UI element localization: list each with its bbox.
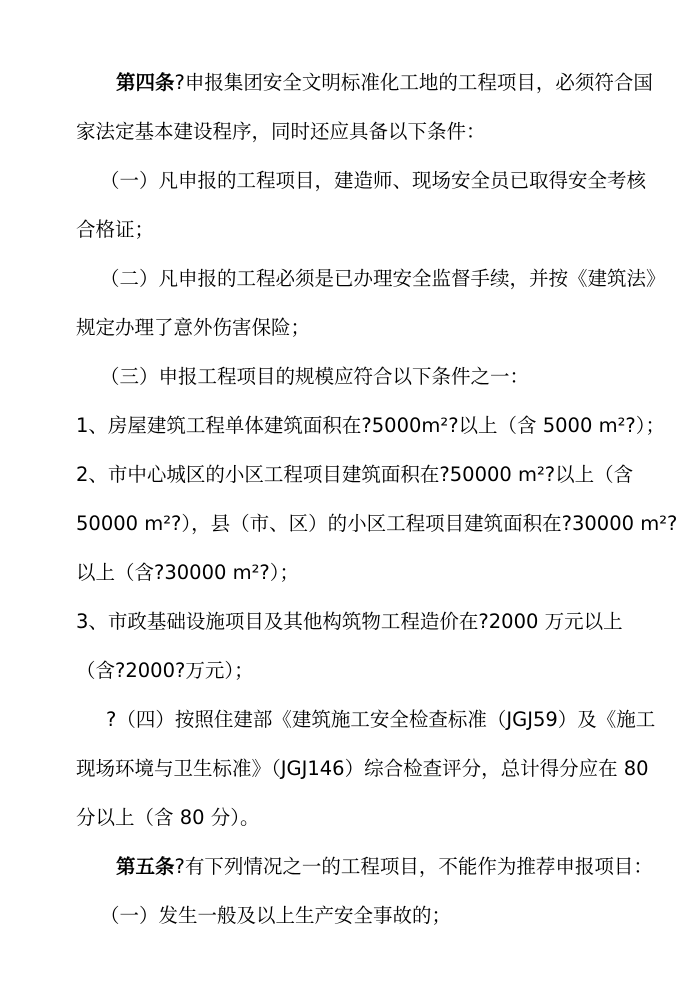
- condition-3-line-1: 3、市政基础设施项目及其他构筑物工程造价在?2000 万元以上: [76, 610, 623, 633]
- item-3-line-1: （三）申报工程项目的规模应符合以下条件之一：: [100, 365, 530, 388]
- item-4-line-2: 现场环境与卫生标准》（JGJ146）综合检查评分，总计得分应在 80: [76, 757, 649, 780]
- article-4-line-2: 家法定基本建设程序，同时还应具备以下条件：: [76, 120, 486, 143]
- item-1-line-2: 合格证；: [76, 218, 155, 241]
- article-4-heading: 第四条: [116, 71, 175, 94]
- item-1-line-1: （一）凡申报的工程项目，建造师、现场安全员已取得安全考核: [100, 169, 647, 192]
- article-4-text: ?申报集团安全文明标准化工地的工程项目，必须符合国: [174, 71, 653, 94]
- article-5-line-1: [116, 854, 653, 880]
- condition-3-line-2: （含?2000?万元）；: [76, 659, 254, 682]
- item-4-line-1: ?（四）按照住建部《建筑施工安全检查标准（JGJ59）及《施工: [106, 708, 656, 731]
- condition-1-line-1: 1、房屋建筑工程单体建筑面积在?5000m²?以上（含 5000 m²?）；: [76, 414, 665, 437]
- condition-2-line-1: 2、市中心城区的小区工程项目建筑面积在?50000 m²?以上（含: [76, 463, 634, 486]
- article-4-line-1: [116, 70, 653, 96]
- article-5-text: ?有下列情况之一的工程项目，不能作为推荐申报项目：: [174, 855, 653, 878]
- item-4-line-3: 分以上（含 80 分）。: [76, 806, 260, 829]
- article-5-item-1: （一）发生一般及以上生产安全事故的；: [100, 904, 452, 927]
- item-2-line-2: 规定办理了意外伤害保险；: [76, 316, 311, 339]
- condition-2-line-2: 50000 m²?），县（市、区）的小区工程项目建筑面积在?30000 m²?: [76, 512, 678, 535]
- article-5-heading: 第五条: [116, 855, 175, 878]
- condition-2-line-3: 以上（含?30000 m²?）；: [76, 561, 299, 584]
- item-2-line-1: （二）凡申报的工程必须是已办理安全监督手续，并按《建筑法》: [100, 267, 666, 290]
